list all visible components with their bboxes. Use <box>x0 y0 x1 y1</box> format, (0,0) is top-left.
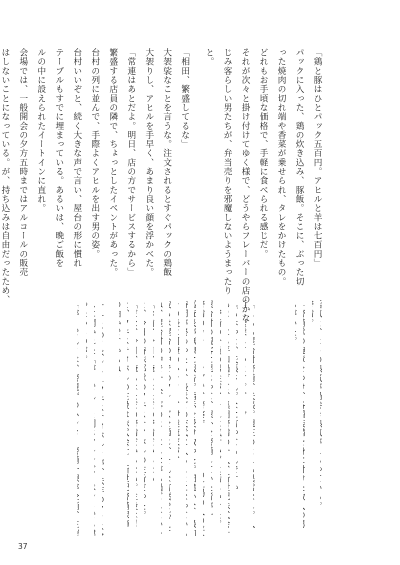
page-number: 37 <box>18 542 28 551</box>
lower-text-column <box>161 300 163 536</box>
lower-text-column <box>94 300 96 536</box>
lower-text-column <box>211 300 213 536</box>
upper-text-column: 「常連はあとだよ。明日、店の方でサービスするから」 <box>125 48 136 277</box>
upper-text-column: と。 <box>204 48 215 67</box>
lower-text-column <box>220 300 222 536</box>
lower-text-column <box>312 300 314 536</box>
upper-text-column: 「相田、繁盛してるな」 <box>179 48 190 149</box>
lower-text-column <box>194 300 196 536</box>
lower-text-block <box>77 300 322 536</box>
upper-text-column: 台村の列に並んで、手際よくアヒルを出す男の姿。 <box>89 48 100 259</box>
lower-text-column <box>153 300 155 536</box>
lower-text-column <box>186 300 188 536</box>
upper-text-column: テーブルもすでに埋まっている。あるいは、晩ご飯を <box>53 48 64 268</box>
lower-text-column <box>203 300 205 536</box>
upper-text-column: ルの中に設えられたイートインに直れ。 <box>35 48 46 213</box>
upper-text-column: 大袈りし、アヒルを手早く、あまり良い顔を浮かべた。 <box>143 48 154 277</box>
lower-text-column <box>253 300 255 536</box>
lower-text-column <box>102 300 104 536</box>
lower-text-column <box>127 300 129 536</box>
upper-text-column: パックに入った、鶏の炊き込み、豚飯。そこに、ぶった切 <box>294 48 305 286</box>
upper-text-column: それが次々と掛け付けてゆく様で、どうやらフレーバーの店のかな <box>240 48 251 323</box>
lower-text-column <box>136 300 138 536</box>
lower-text-column <box>169 300 171 536</box>
upper-text-column: 繁盛する店員の隣で、ちょっとしたイベントがあった。 <box>107 48 118 277</box>
upper-text-column: 大袈裟なことを言うな。注文されるとすぐパックの鶏飯 <box>161 48 172 277</box>
lower-text-column <box>236 300 238 536</box>
upper-text-column: 「鶏と豚はひとパック五百円。アヒルと羊は七百円」 <box>312 48 322 268</box>
lower-text-column <box>228 300 230 536</box>
lower-text-column <box>303 300 305 536</box>
lower-text-column <box>320 300 322 536</box>
upper-text-column: どれもお手頃な価格で、手軽に食べられる感じだ。 <box>258 48 269 259</box>
lower-text-column <box>178 300 180 536</box>
lower-text-column <box>295 300 297 536</box>
upper-text-column: 会場では、一般開会の夕方五時まではアルコールの販売 <box>17 48 28 277</box>
lower-text-column <box>245 300 247 536</box>
upper-text-column: じみ客らしい男たちが、弁当売りを邪魔しないようまったり <box>222 48 233 296</box>
lower-text-column <box>77 300 79 536</box>
upper-text-column: はしないことになっている。が、持ち込みは自由だったため、 <box>0 48 10 305</box>
lower-text-column <box>86 300 88 536</box>
upper-text-column: 台村いいぞと、続く大きな声で言い、屋台の形に慣れ <box>71 48 82 268</box>
lower-text-column <box>144 300 146 536</box>
upper-text-column: った焼肉の切れ端や香菜が乗せられ、タレをかけたもの。 <box>276 48 287 286</box>
lower-text-column <box>119 300 121 536</box>
upper-text-block <box>0 48 322 323</box>
